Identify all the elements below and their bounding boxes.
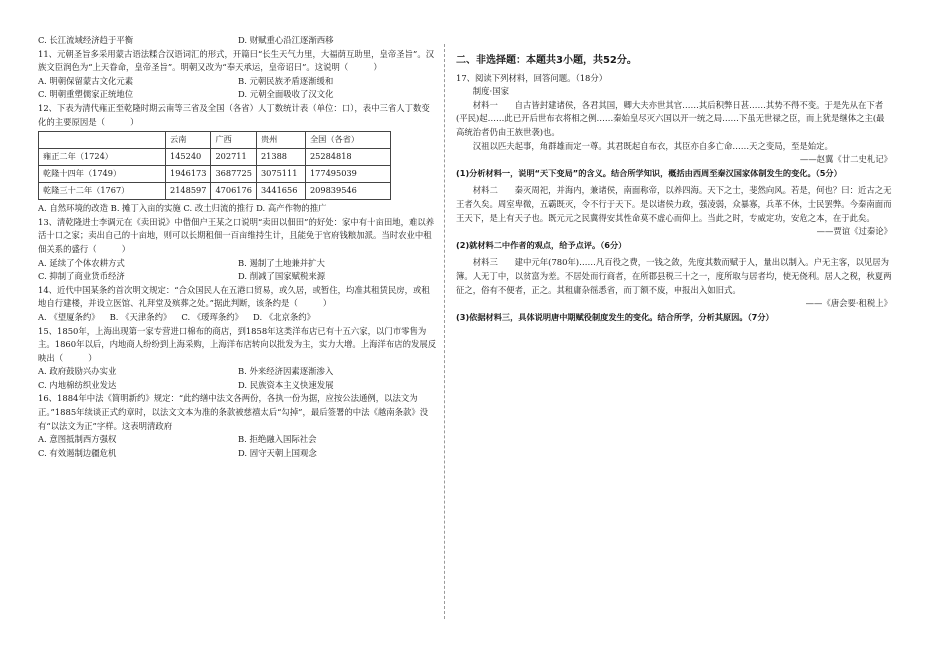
- material-3-source: ——《唐会要·租税上》: [805, 298, 892, 309]
- table-header-cell: 全国（各省）: [305, 132, 390, 149]
- table-cell: 177495039: [305, 166, 390, 183]
- q15-options-cd: [38, 379, 438, 393]
- q16-stem: 16、1884年中法《简明新约》规定：“此约缮中法文各两份，各执一份为据，应按公法通例，以法文为正。”1885年续谈正式约章时，以法文文本为准的条款被慈禧太后“勾掉”，最后签署的中法《越南条款》没有“以法文为正”字样。这表明清政府: [38, 393, 429, 431]
- q12-options: A. 自然环境的改造 B. 摊丁入亩的实施 C. 改土归流的推行 D. 高产作物的推广: [38, 203, 327, 214]
- q13-options-ab: [38, 257, 438, 271]
- option-a: A. 《望厦条约》: [38, 311, 100, 322]
- option-d: D. 元朝全面吸收了汉文化: [238, 89, 334, 100]
- option-a: A. 政府鼓励兴办实业: [38, 366, 117, 377]
- right-column: [456, 34, 892, 324]
- option-c: C. 抑制了商业货币经济: [38, 271, 125, 282]
- option-b: B. 拒绝融入国际社会: [238, 434, 317, 445]
- q15-stem: 15、1850年，上海出现第一家专营进口棉布的商店，到1858年这类洋布店已有十五六家，以门市零售为主。1860年以后，内地商人纷纷到上海采购，上海洋布店转向以批发为主，实力大增。上海洋布店的发展反映出（ ）: [38, 325, 437, 363]
- q11-options-ab: [38, 75, 438, 89]
- table-cell: 202711: [211, 149, 256, 166]
- material-3-text: 材料三 建中元年(780年)……凡百役之费，一钱之敛，先度其数而赋于人，量出以制入。户无主客，以见居为簿。人无丁中，以贫富为差。不居处而行商者，在所郡县税三十之一，度所取与居者均，使无侥利。居人之税，秋夏两征之，俗有不便者，正之。其租庸杂徭悉省，而丁额不废，申报出入如旧式。: [456, 257, 892, 295]
- option-c: C. 《瑷珲条约》: [181, 311, 244, 322]
- q14-options: [38, 311, 438, 325]
- option-b: B. 《天津条约》: [109, 311, 172, 322]
- left-column: [38, 34, 438, 460]
- option-b: B. 遏制了土地兼并扩大: [238, 257, 325, 268]
- option-a: A. 延续了个体农耕方式: [38, 257, 125, 268]
- option-a: A. 意图抵制西方强权: [38, 434, 117, 445]
- table-cell: 4706176: [211, 183, 256, 200]
- option-d: D. 《北京条约》: [253, 311, 316, 322]
- q13-stem: 13、清乾隆进士李调元在《卖田说》中借佃户王某之口说明“卖田以佃田”的好处：家中有十亩田地，难以养活十口之家；卖出自己的十亩地，则可以长期租佃一百亩维持生计，且能免于官府钱粮加派。当时农业中租佃关系的盛行（ ）: [38, 216, 435, 254]
- table-cell: 3441656: [256, 183, 305, 200]
- table-row: [39, 183, 391, 200]
- q10-options-cd: [38, 34, 438, 48]
- q12-stem: 12、下表为清代雍正至乾隆时期云南等三省及全国（各省）人丁数统计表（单位：口），表中三省人丁数变化的主要原因是（ ）: [38, 102, 430, 127]
- option-b: B. 外来经济因素逐渐渗入: [238, 366, 334, 377]
- table-cell: 乾隆三十二年（1767）: [39, 183, 166, 200]
- population-table: [38, 131, 391, 200]
- q11-options-cd: [38, 88, 438, 102]
- question-1: (1)分析材料一，说明“天下变局”的含义。结合所学知识，概括由西周至秦汉国家体制发生的变化。（5分）: [456, 167, 842, 178]
- table-cell: 1946173: [166, 166, 211, 183]
- option-d: D. 财赋重心沿江逐渐西移: [238, 35, 334, 45]
- table-header-cell: 广西: [211, 132, 256, 149]
- table-cell: 2148597: [166, 183, 211, 200]
- table-cell: 209839546: [305, 183, 390, 200]
- section-title: 二、非选择题：本题共3小题，共52分。: [456, 55, 637, 66]
- table-cell: 145240: [166, 149, 211, 166]
- table-cell: 3075111: [256, 166, 305, 183]
- column-divider: [444, 44, 445, 619]
- material-1-text-2: 汉祖以匹夫起事，角群雄而定一尊。其君既起自布衣，其臣亦自多亡命……天之变局，至是始定。: [472, 140, 833, 151]
- table-header-cell: 贵州: [256, 132, 305, 149]
- q13-options-cd: [38, 270, 438, 284]
- q17-title: 17、阅读下列材料，回答问题。（18分）: [456, 72, 608, 83]
- q16-options-ab: [38, 433, 438, 447]
- option-a: A. 明朝保留蒙古文化元素: [38, 75, 134, 86]
- table-cell: 25284818: [305, 149, 390, 166]
- option-d: D. 固守天朝上国观念: [238, 447, 317, 458]
- table-row: [39, 166, 391, 183]
- table-cell: 21388: [256, 149, 305, 166]
- table-cell: 3687725: [211, 166, 256, 183]
- option-d: D. 削减了国家赋税来源: [238, 271, 326, 282]
- q16-options-cd: [38, 447, 438, 461]
- option-c: C. 明朝重塑儒家正统地位: [38, 89, 134, 100]
- q11-stem: 11、元朝圣旨多采用蒙古语法糅合汉语词汇的形式，开篇曰“长生天气力里，大福荫互助里，皇帝圣旨”。汉族文臣润色为“上天眷命，皇帝圣旨”。明朝又改为“奉天承运，皇帝诏曰”。这说明（ ）: [38, 48, 435, 73]
- table-cell: 乾隆十四年（1749）: [39, 166, 166, 183]
- table-header-row: [39, 132, 391, 149]
- table-header-cell: 云南: [166, 132, 211, 149]
- material-1-source: ——赵翼《廿二史札记》: [799, 154, 892, 165]
- q14-stem: 14、近代中国某条约首次明文规定：“合众国民人在五港口贸易，或久居，或暂住，均准其租赁民房，或租地自行建楼，并设立医馆、礼拜堂及殡葬之处。”据此判断，该条约是（ ）: [38, 284, 430, 309]
- option-c: C. 有效遏制边疆危机: [38, 447, 117, 458]
- question-3: (3)依据材料三，具体说明唐中期赋役制度发生的变化。结合所学，分析其原因。（7分）: [456, 311, 774, 322]
- material-2-text: 材料二 秦灭周祀，并海内，兼诸侯，南面称帝，以养四海。天下之士，斐然向风。若是，何也？曰：近古之无王者久矣。周室卑微，五霸既灭，令不行于天下。是以诸侯力政，强凌弱，众暴寡，兵革不休，士民罢弊。今秦南面而王天下，是上有天子也。既元元之民冀得安其性命莫不虚心而仰上。当此之时，专威定功，安危之本，在于此矣。: [456, 185, 892, 223]
- option-b: B. 元朝民族矛盾逐渐缓和: [238, 75, 334, 86]
- option-c: C. 内地棉纺织业发达: [38, 379, 117, 390]
- option-d: D. 民族资本主义快速发展: [238, 379, 334, 390]
- topic-label: 制度·国家: [472, 86, 509, 97]
- table-cell: 雍正二年（1724）: [39, 149, 166, 166]
- material-2-source: ——贾谊《过秦论》: [816, 226, 892, 237]
- table-header-cell: [39, 132, 166, 149]
- option-c: C. 长江流域经济趋于平衡: [38, 35, 134, 45]
- question-2: (2)就材料二中作者的观点，给予点评。（6分）: [456, 239, 627, 250]
- material-1-text: 材料一 自古皆封建诸侯，各君其国，卿大夫亦世其官……其后积弊日甚……其势不得不变。于是先从在下者(平民)起……此已开后世布衣将相之例……秦始皇尽灭六国以开一统之局……下虽无世禄之臣，而上犹是继体之主(最高统治者仍由王族世袭)也。: [456, 99, 885, 137]
- table-row: [39, 149, 391, 166]
- q15-options-ab: [38, 365, 438, 379]
